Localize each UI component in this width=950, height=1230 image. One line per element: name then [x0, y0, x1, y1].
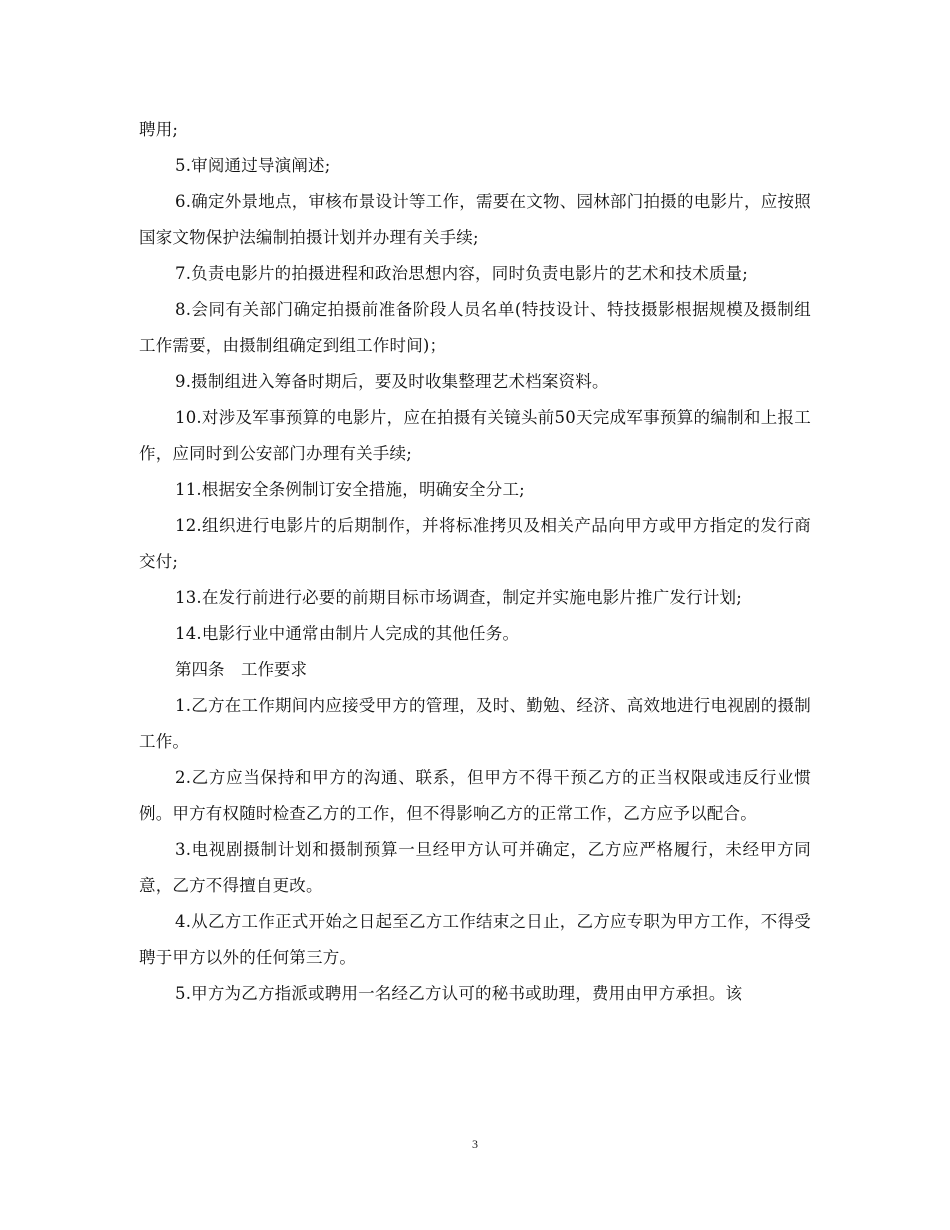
- paragraph-item-9: 9.摄制组进入筹备时期后，要及时收集整理艺术档案资料。: [175, 372, 609, 391]
- requirement-item-3: 3.电视剧摄制计划和摄制预算一旦经甲方认可并确定，乙方应严格履行，未经甲方同意，乙方不得擅自更改。: [139, 840, 811, 895]
- paragraph-item-11: 11.根据安全条例制订安全措施，明确安全分工;: [175, 480, 525, 499]
- requirement-item-5: 5.甲方为乙方指派或聘用一名经乙方认可的秘书或助理，费用由甲方承担。该: [175, 984, 743, 1003]
- document-body: [139, 112, 811, 1012]
- paragraph-item-10: 10.对涉及军事预算的电影片，应在拍摄有关镜头前50天完成军事预算的编制和上报工作，应同时到公安部门办理有关手续;: [139, 408, 811, 463]
- paragraph-item-7: 7.负责电影片的拍摄进程和政治思想内容，同时负责电影片的艺术和技术质量;: [175, 264, 749, 283]
- paragraph-item-13: 13.在发行前进行必要的前期目标市场调查，制定并实施电影片推广发行计划;: [175, 588, 742, 607]
- paragraph-item-5: 5.审阅通过导演阐述;: [175, 156, 331, 175]
- requirement-item-2: 2.乙方应当保持和甲方的沟通、联系，但甲方不得干预乙方的正当权限或违反行业惯例。甲方有权随时检查乙方的工作，但不得影响乙方的正常工作，乙方应予以配合。: [139, 768, 811, 823]
- article-heading: 第四条 工作要求: [175, 660, 307, 679]
- paragraph-item-6: 6.确定外景地点，审核布景设计等工作，需要在文物、园林部门拍摄的电影片，应按照国家文物保护法编制拍摄计划并办理有关手续;: [139, 192, 811, 247]
- requirement-item-1: 1.乙方在工作期间内应接受甲方的管理，及时、勤勉、经济、高效地进行电视剧的摄制工作。: [139, 696, 811, 751]
- paragraph-item-12: 12.组织进行电影片的后期制作，并将标准拷贝及相关产品向甲方或甲方指定的发行商交付;: [139, 516, 811, 571]
- paragraph-item-14: 14.电影行业中通常由制片人完成的其他任务。: [175, 624, 520, 643]
- paragraph-continuation: 聘用;: [139, 120, 179, 139]
- paragraph-item-8: 8.会同有关部门确定拍摄前准备阶段人员名单(特技设计、特技摄影根据规模及摄制组工作需要，由摄制组确定到组工作时间)；: [139, 300, 811, 355]
- page-number: 3: [472, 1137, 478, 1151]
- requirement-item-4: 4.从乙方工作正式开始之日起至乙方工作结束之日止，乙方应专职为甲方工作，不得受聘于甲方以外的任何第三方。: [139, 912, 811, 967]
